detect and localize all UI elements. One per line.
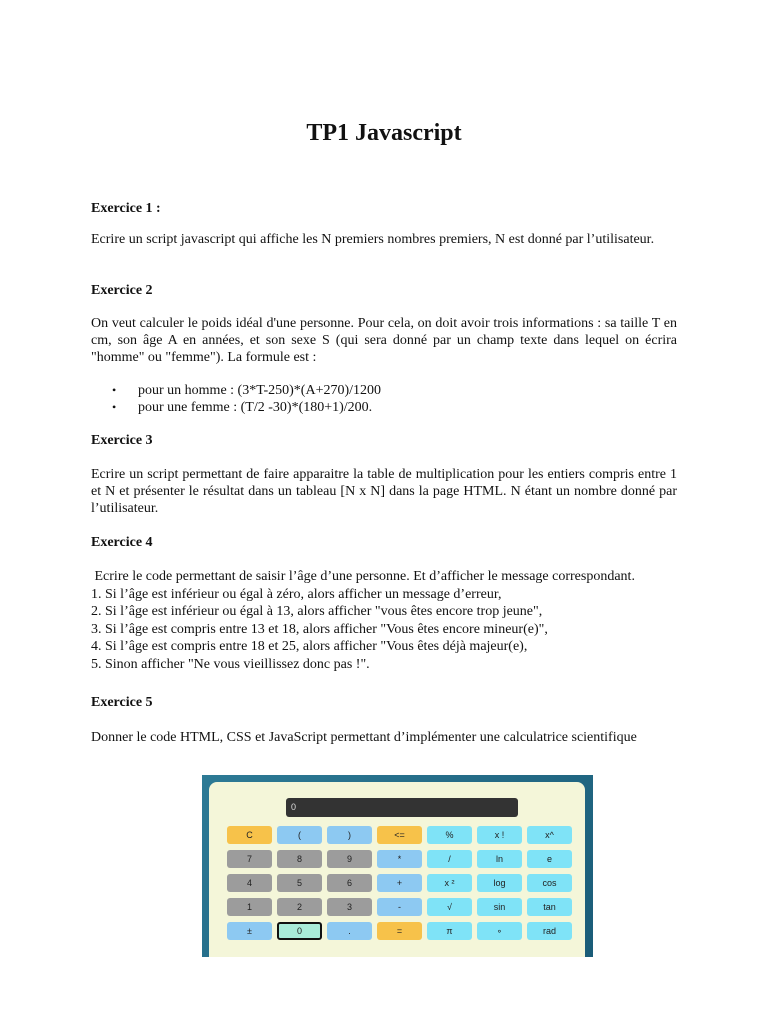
calculator-body bbox=[209, 782, 585, 957]
calculator-key: <= bbox=[377, 826, 422, 844]
calculator-key: rad bbox=[527, 922, 572, 940]
calculator-key: x ! bbox=[477, 826, 522, 844]
calculator-key: % bbox=[427, 826, 472, 844]
exercise-2-heading: Exercice 2 bbox=[91, 283, 153, 298]
formula-homme: • pour un homme : (3*T-250)*(A+270)/1200 bbox=[112, 382, 381, 399]
exercise-4-intro: Ecrire le code permettant de saisir l’âge d’une personne. Et d’afficher le message correspondant. bbox=[91, 569, 635, 584]
exercise-4-item: 3. Si l’âge est compris entre 13 et 18, alors afficher "Vous êtes encore mineur(e)", bbox=[91, 621, 548, 637]
calculator-image bbox=[202, 775, 593, 957]
calculator-key: 1 bbox=[227, 898, 272, 916]
exercise-3-text: Ecrire un script permettant de faire apparaitre la table de multiplication pour les entiers compris entre 1 et N et présenter le résultat dans un tableau [N x N] dans la page HTML. N étant un nombre donné par l’utilisateur. bbox=[91, 467, 677, 516]
exercise-1-text: Ecrire un script javascript qui affiche les N premiers nombres premiers, N est donné par l’utilisateur. bbox=[91, 232, 655, 247]
calculator-key: ∘ bbox=[477, 922, 522, 940]
exercise-4-item: 2. Si l’âge est inférieur ou égal à 13, alors afficher "vous êtes encore trop jeune", bbox=[91, 604, 543, 620]
calculator-key: log bbox=[477, 874, 522, 892]
exercise-4-item: 5. Sinon afficher "Ne vous vieillissez donc pas !". bbox=[91, 656, 370, 672]
formula-femme: • pour une femme : (T/2 -30)*(180+1)/200. bbox=[112, 399, 381, 416]
calculator-key: 9 bbox=[327, 850, 372, 868]
exercise-2-text: On veut calculer le poids idéal d'une personne. Pour cela, on doit avoir trois informations : sa taille T en cm, son âge A en années, et son sexe S (qui sera donné par un champ texte dans lequel on écrira "homme" ou "femme"). La formule est : bbox=[91, 316, 677, 365]
calculator-key: x^ bbox=[527, 826, 572, 844]
calculator-key: / bbox=[427, 850, 472, 868]
calculator-key: tan bbox=[527, 898, 572, 916]
calculator-key: 2 bbox=[277, 898, 322, 916]
exercise-4-item: 4. Si l’âge est compris entre 18 et 25, alors afficher "Vous êtes déjà majeur(e), bbox=[91, 639, 528, 655]
calculator-key: sin bbox=[477, 898, 522, 916]
calculator-key: 4 bbox=[227, 874, 272, 892]
calculator-key: 5 bbox=[277, 874, 322, 892]
calculator-key: 3 bbox=[327, 898, 372, 916]
calculator-key: 6 bbox=[327, 874, 372, 892]
calculator-key: * bbox=[377, 850, 422, 868]
exercise-1-heading: Exercice 1 : bbox=[91, 201, 161, 216]
exercise-3-heading: Exercice 3 bbox=[91, 433, 153, 448]
calculator-key: cos bbox=[527, 874, 572, 892]
calculator-key: ± bbox=[227, 922, 272, 940]
calculator-key: 0 bbox=[277, 922, 322, 940]
exercise-5-text: Donner le code HTML, CSS et JavaScript permettant d’implémenter une calculatrice scientifique bbox=[91, 730, 637, 745]
calculator-key: e bbox=[527, 850, 572, 868]
calculator-key: 7 bbox=[227, 850, 272, 868]
calculator-key: - bbox=[377, 898, 422, 916]
exercise-4-list bbox=[91, 568, 635, 674]
exercise-4-heading: Exercice 4 bbox=[91, 535, 153, 550]
calculator-display: 0 bbox=[286, 798, 518, 817]
exercise-5-heading: Exercice 5 bbox=[91, 695, 153, 710]
calculator-key: x ² bbox=[427, 874, 472, 892]
document-title: TP1 Javascript bbox=[306, 120, 462, 146]
calculator-key: ( bbox=[277, 826, 322, 844]
calculator-key: C bbox=[227, 826, 272, 844]
calculator-key: . bbox=[327, 922, 372, 940]
calculator-key: √ bbox=[427, 898, 472, 916]
calculator-key: + bbox=[377, 874, 422, 892]
exercise-4-item: 1. Si l’âge est inférieur ou égal à zéro, alors afficher un message d’erreur, bbox=[91, 586, 502, 602]
calculator-key: ln bbox=[477, 850, 522, 868]
calculator-key: ) bbox=[327, 826, 372, 844]
calculator-key: 8 bbox=[277, 850, 322, 868]
exercise-2-formula-list bbox=[112, 382, 381, 416]
calculator-key: π bbox=[427, 922, 472, 940]
calculator-key: = bbox=[377, 922, 422, 940]
